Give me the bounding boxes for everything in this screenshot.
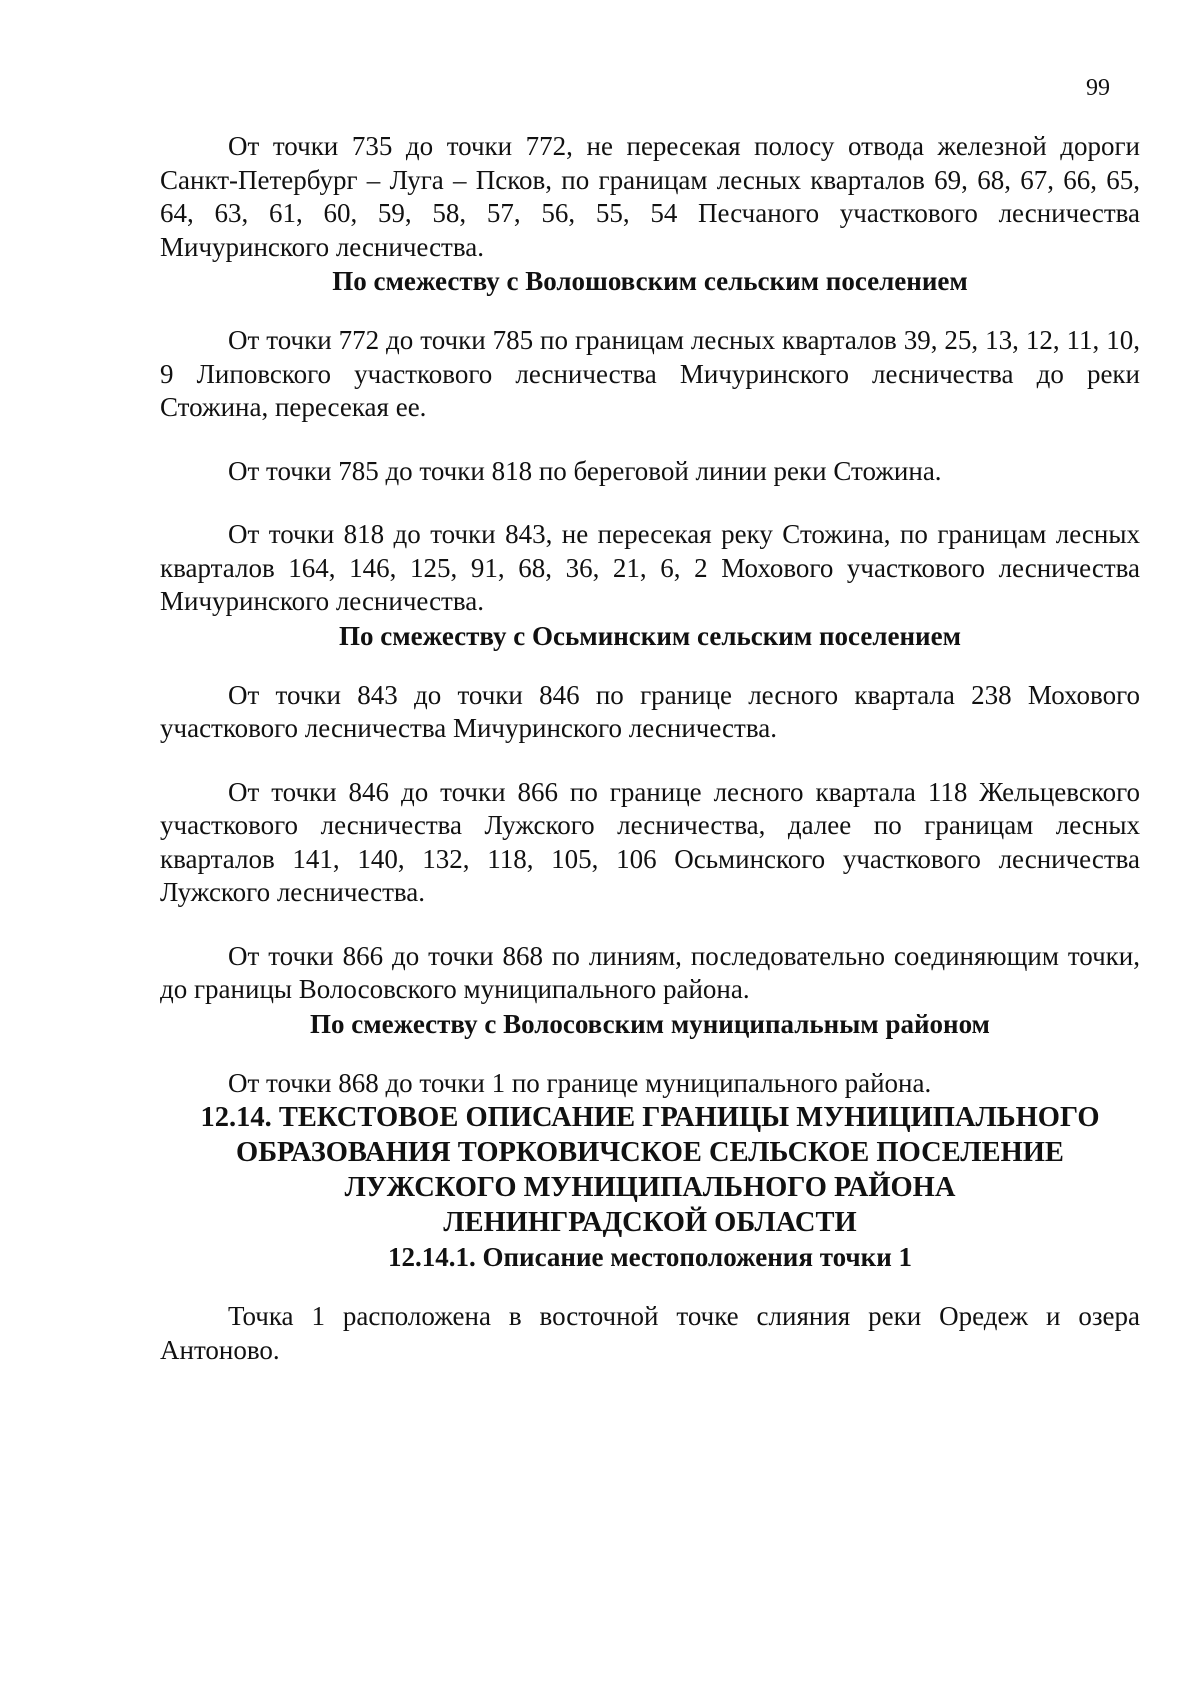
document-body bbox=[160, 130, 1140, 1367]
chapter-heading-line: ЛЕНИНГРАДСКОЙ ОБЛАСТИ bbox=[443, 1207, 857, 1238]
chapter-heading-line: ЛУЖСКОГО МУНИЦИПАЛЬНОГО РАЙОНА bbox=[344, 1172, 956, 1203]
chapter-heading bbox=[160, 1100, 1140, 1240]
paragraph: Точка 1 расположена в восточной точке слияния реки Оредеж и озера Антоново. bbox=[160, 1301, 1140, 1365]
chapter-heading-line: 12.14. ТЕКСТОВОЕ ОПИСАНИЕ ГРАНИЦЫ МУНИЦИПАЛЬНОГО bbox=[200, 1102, 1100, 1133]
paragraph: От точки 843 до точки 846 по границе лесного квартала 238 Мохового участкового лесничества Мичуринского лесничества. bbox=[160, 679, 1140, 743]
chapter-heading-line: ОБРАЗОВАНИЯ ТОРКОВИЧСКОЕ СЕЛЬСКОЕ ПОСЕЛЕНИЕ bbox=[236, 1137, 1064, 1168]
paragraph: От точки 735 до точки 772, не пересекая полосу отвода железной дороги Санкт-Петербург – Луга – Псков, по границам лесных кварталов 69, 68, 67, 66, 65, 64, 63, 61, 60, 59, 58, 57, 56, 55, 54 Песчаного участкового лесничества Мичуринского лесничества. bbox=[160, 131, 1140, 262]
paragraph: От точки 772 до точки 785 по границам лесных кварталов 39, 25, 13, 12, 11, 10, 9 Липовского участкового лесничества Мичуринского лесничества до реки Стожина, пересекая ее. bbox=[160, 325, 1140, 422]
paragraph: От точки 818 до точки 843, не пересекая реку Стожина, по границам лесных кварталов 164, 146, 125, 91, 68, 36, 21, 6, 2 Мохового участкового лесничества Мичуринского лесничества. bbox=[160, 519, 1140, 616]
paragraph: От точки 846 до точки 866 по границе лесного квартала 118 Жельцевского участкового лесничества Лужского лесничества, далее по границам лесных кварталов 141, 140, 132, 118, 105, 106 Осьминского участкового лесничества Лужского лесничества. bbox=[160, 776, 1140, 907]
page-number: 99 bbox=[1086, 75, 1110, 101]
section-heading: По смежеству с Осьминским сельским поселением bbox=[339, 620, 961, 651]
paragraph: От точки 785 до точки 818 по береговой линии реки Стожина. bbox=[228, 455, 942, 486]
section-heading: По смежеству с Волосовским муниципальным районом bbox=[310, 1008, 990, 1039]
section-heading: По смежеству с Волошовским сельским поселением bbox=[332, 266, 968, 296]
paragraph: От точки 868 до точки 1 по границе муниципального района. bbox=[228, 1067, 932, 1098]
subsection-heading: 12.14.1. Описание местоположения точки 1 bbox=[387, 1242, 913, 1272]
paragraph: От точки 866 до точки 868 по линиям, последовательно соединяющим точки, до границы Волосовского муниципального района. bbox=[160, 940, 1140, 1004]
